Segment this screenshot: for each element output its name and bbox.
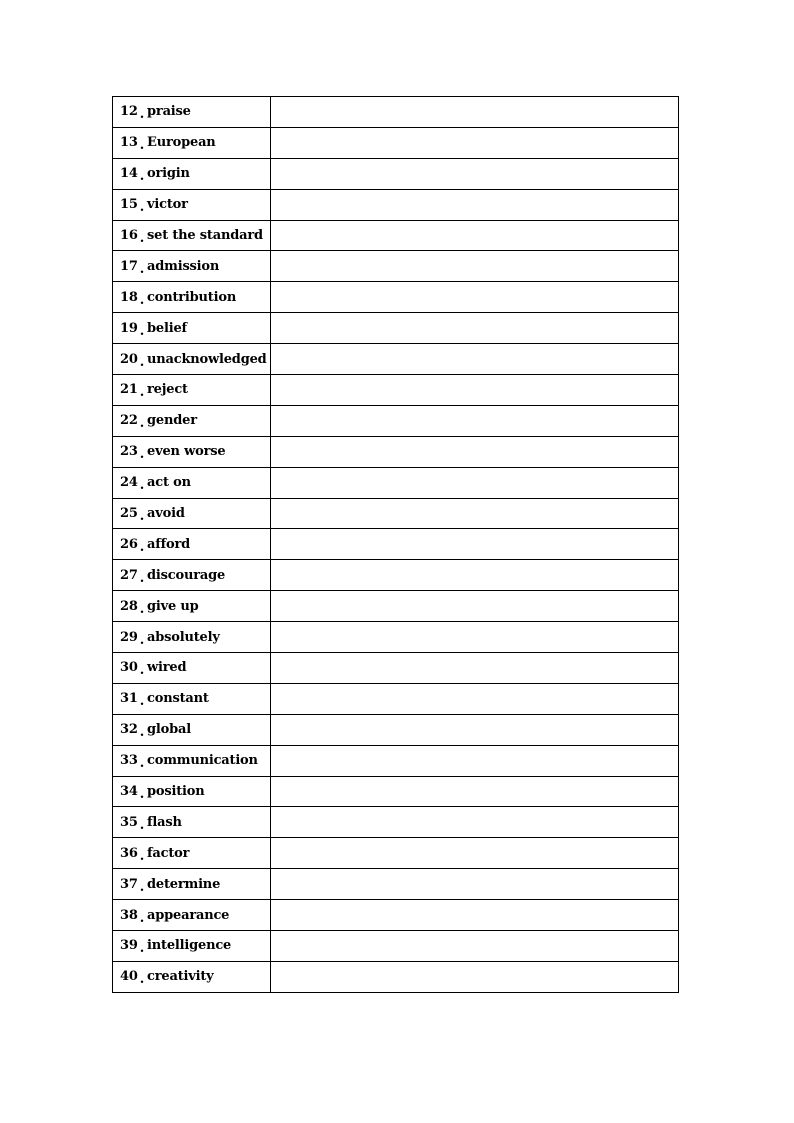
term-text: creativity — [147, 969, 214, 985]
item-number: 23 — [120, 444, 138, 460]
answer-cell[interactable] — [271, 807, 679, 838]
table-row — [113, 405, 679, 436]
item-number-separator: . — [139, 756, 145, 772]
table-row — [113, 776, 679, 807]
item-number-separator: . — [139, 169, 145, 185]
term-text: praise — [147, 104, 191, 120]
answer-cell[interactable] — [271, 529, 679, 560]
item-number-separator: . — [139, 694, 145, 710]
table-row — [113, 961, 679, 992]
term-text: gender — [147, 413, 197, 429]
term-text: communication — [147, 753, 258, 769]
term-text: afford — [147, 536, 191, 552]
item-number-separator: . — [139, 292, 145, 308]
term-text: admission — [147, 258, 220, 274]
term-text: contribution — [147, 289, 237, 305]
term-cell — [113, 900, 271, 931]
table-row — [113, 97, 679, 128]
item-number: 40 — [120, 969, 138, 985]
term-text: even worse — [147, 444, 226, 460]
term-text: act on — [147, 475, 191, 491]
term-cell — [113, 251, 271, 282]
term-cell — [113, 622, 271, 653]
answer-cell[interactable] — [271, 375, 679, 406]
term-cell — [113, 529, 271, 560]
answer-cell[interactable] — [271, 961, 679, 992]
term-cell — [113, 776, 271, 807]
table-row — [113, 529, 679, 560]
answer-cell[interactable] — [271, 251, 679, 282]
table-row — [113, 745, 679, 776]
term-text: reject — [147, 382, 188, 398]
item-number: 33 — [120, 753, 138, 769]
term-text: determine — [147, 876, 221, 892]
item-number-separator: . — [139, 354, 145, 370]
term-text: belief — [147, 320, 187, 336]
table-row — [113, 498, 679, 529]
term-cell — [113, 714, 271, 745]
item-number: 17 — [120, 258, 138, 274]
term-text: factor — [147, 845, 190, 861]
item-number: 27 — [120, 567, 138, 583]
table-row — [113, 282, 679, 313]
term-text: constant — [147, 691, 209, 707]
term-text: victor — [147, 197, 188, 213]
term-text: avoid — [147, 506, 185, 522]
item-number-separator: . — [139, 385, 145, 401]
item-number: 21 — [120, 382, 138, 398]
term-cell — [113, 745, 271, 776]
term-cell — [113, 961, 271, 992]
item-number: 12 — [120, 104, 138, 120]
term-cell — [113, 282, 271, 313]
item-number-separator: . — [139, 601, 145, 617]
term-text: flash — [147, 814, 182, 830]
vocabulary-table — [112, 96, 679, 993]
term-cell — [113, 189, 271, 220]
table-row — [113, 251, 679, 282]
item-number-separator: . — [139, 787, 145, 803]
answer-cell[interactable] — [271, 931, 679, 962]
answer-cell[interactable] — [271, 158, 679, 189]
answer-cell[interactable] — [271, 344, 679, 375]
answer-cell[interactable] — [271, 498, 679, 529]
answer-cell[interactable] — [271, 220, 679, 251]
answer-cell[interactable] — [271, 869, 679, 900]
term-cell — [113, 436, 271, 467]
answer-cell[interactable] — [271, 127, 679, 158]
table-row — [113, 375, 679, 406]
answer-cell[interactable] — [271, 282, 679, 313]
item-number: 14 — [120, 166, 138, 182]
term-cell — [113, 591, 271, 622]
item-number: 18 — [120, 289, 138, 305]
term-text: position — [147, 784, 205, 800]
vocabulary-table-body — [113, 97, 679, 993]
item-number: 31 — [120, 691, 138, 707]
table-row — [113, 931, 679, 962]
item-number: 13 — [120, 135, 138, 151]
term-cell — [113, 405, 271, 436]
term-cell — [113, 869, 271, 900]
term-cell — [113, 127, 271, 158]
answer-cell[interactable] — [271, 313, 679, 344]
answer-cell[interactable] — [271, 189, 679, 220]
answer-cell[interactable] — [271, 467, 679, 498]
item-number: 34 — [120, 784, 138, 800]
item-number-separator: . — [139, 416, 145, 432]
item-number: 19 — [120, 320, 138, 336]
item-number: 37 — [120, 876, 138, 892]
table-row — [113, 189, 679, 220]
item-number-separator: . — [139, 138, 145, 154]
table-row — [113, 622, 679, 653]
term-cell — [113, 931, 271, 962]
item-number-separator: . — [139, 941, 145, 957]
term-cell — [113, 838, 271, 869]
term-text: unacknowledged — [147, 351, 267, 367]
item-number-separator: . — [139, 910, 145, 926]
item-number: 25 — [120, 506, 138, 522]
item-number-separator: . — [139, 107, 145, 123]
term-cell — [113, 158, 271, 189]
table-row — [113, 344, 679, 375]
item-number-separator: . — [139, 632, 145, 648]
item-number-separator: . — [139, 323, 145, 339]
table-row — [113, 560, 679, 591]
item-number-separator: . — [139, 725, 145, 741]
term-text: European — [147, 135, 216, 151]
term-cell — [113, 375, 271, 406]
item-number: 28 — [120, 598, 138, 614]
term-text: wired — [147, 660, 187, 676]
term-text: intelligence — [147, 938, 232, 954]
term-cell — [113, 653, 271, 684]
item-number: 20 — [120, 351, 138, 367]
table-row — [113, 683, 679, 714]
item-number: 35 — [120, 814, 138, 830]
table-row — [113, 807, 679, 838]
item-number: 39 — [120, 938, 138, 954]
answer-cell[interactable] — [271, 653, 679, 684]
table-row — [113, 714, 679, 745]
term-cell — [113, 344, 271, 375]
item-number-separator: . — [139, 879, 145, 895]
answer-cell[interactable] — [271, 838, 679, 869]
answer-cell[interactable] — [271, 745, 679, 776]
term-cell — [113, 97, 271, 128]
table-row — [113, 127, 679, 158]
answer-cell[interactable] — [271, 622, 679, 653]
item-number-separator: . — [139, 231, 145, 246]
item-number: 22 — [120, 413, 138, 429]
item-number-separator: . — [139, 509, 145, 525]
term-cell — [113, 498, 271, 529]
answer-cell[interactable] — [271, 683, 679, 714]
item-number-separator: . — [139, 972, 145, 988]
answer-cell[interactable] — [271, 714, 679, 745]
item-number-separator: . — [139, 817, 145, 833]
item-number: 30 — [120, 660, 138, 676]
item-number: 26 — [120, 536, 138, 552]
item-number-separator: . — [139, 447, 145, 463]
item-number: 38 — [120, 907, 138, 923]
term-text: give up — [147, 598, 199, 614]
table-row — [113, 467, 679, 498]
term-text: global — [147, 722, 191, 738]
item-number-separator: . — [139, 539, 145, 555]
answer-cell[interactable] — [271, 560, 679, 591]
answer-cell[interactable] — [271, 405, 679, 436]
answer-cell[interactable] — [271, 436, 679, 467]
answer-cell[interactable] — [271, 591, 679, 622]
item-number-separator: . — [139, 478, 145, 494]
term-text: set the standard — [147, 228, 263, 243]
term-text: appearance — [147, 907, 230, 923]
term-cell — [113, 220, 271, 251]
table-row — [113, 869, 679, 900]
item-number: 16 — [120, 228, 138, 243]
term-cell — [113, 683, 271, 714]
answer-cell[interactable] — [271, 97, 679, 128]
term-text: discourage — [147, 567, 226, 583]
item-number-separator: . — [139, 570, 145, 586]
table-row — [113, 653, 679, 684]
table-row — [113, 838, 679, 869]
table-row — [113, 591, 679, 622]
vocabulary-worksheet — [112, 96, 678, 993]
table-row — [113, 220, 679, 251]
item-number: 29 — [120, 629, 138, 645]
table-row — [113, 158, 679, 189]
term-cell — [113, 560, 271, 591]
answer-cell[interactable] — [271, 900, 679, 931]
item-number: 36 — [120, 845, 138, 861]
item-number: 15 — [120, 197, 138, 213]
table-row — [113, 900, 679, 931]
table-row — [113, 436, 679, 467]
item-number-separator: . — [139, 663, 145, 679]
term-cell — [113, 313, 271, 344]
term-cell — [113, 807, 271, 838]
table-row — [113, 313, 679, 344]
item-number-separator: . — [139, 200, 145, 216]
term-text: absolutely — [147, 629, 220, 645]
answer-cell[interactable] — [271, 776, 679, 807]
term-cell — [113, 467, 271, 498]
term-text: origin — [147, 166, 190, 182]
item-number: 24 — [120, 475, 138, 491]
item-number-separator: . — [139, 261, 145, 277]
item-number: 32 — [120, 722, 138, 738]
item-number-separator: . — [139, 848, 145, 864]
